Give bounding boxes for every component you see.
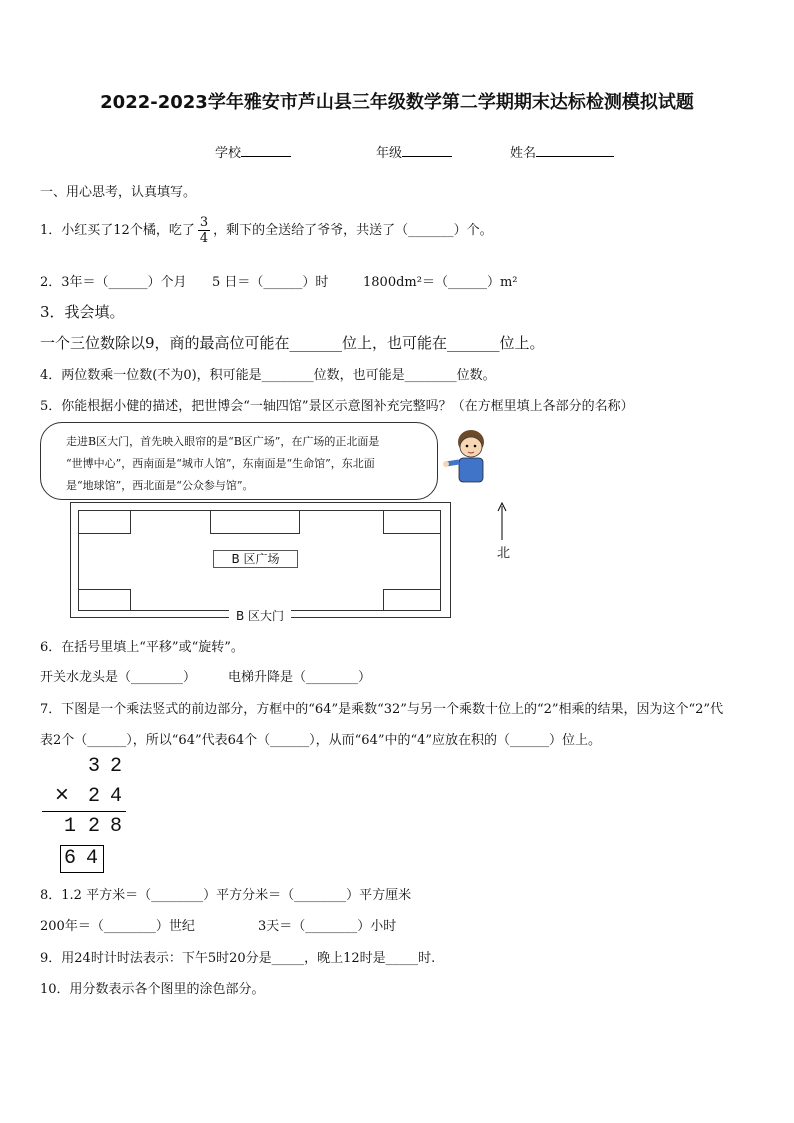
- question-3-text: 一个三位数除以9，商的最高位可能在_______位上，也可能在_______位上。: [40, 334, 545, 352]
- map-box-southwest[interactable]: [78, 589, 131, 611]
- digit: 2: [109, 755, 122, 778]
- q1-text-before: 1．小红买了12个橘，吃了: [40, 223, 195, 238]
- bubble-line: 走进B区大门，首先映入眼帘的是“B区广场”，在广场的正北面是: [66, 435, 380, 448]
- digit: 4: [109, 785, 122, 808]
- digit: 6: [63, 847, 76, 870]
- calc-rule: [42, 811, 126, 812]
- question-2c: 1800dm²＝（______）m²: [363, 275, 518, 290]
- question-1: [40, 215, 493, 246]
- digit: 4: [85, 847, 98, 870]
- boy-illustration: [442, 428, 492, 484]
- question-7-line2: 表2个（______），所以“64”代表64个（______），从而“64”中的“4”应放在积的（______）位上。: [40, 733, 602, 748]
- fraction: [198, 215, 210, 246]
- school-label: 学校: [215, 146, 242, 161]
- fraction-numerator: 3: [199, 215, 209, 230]
- question-3-title: 3．我会填。: [40, 303, 125, 321]
- question-2a: 2．3年＝（______）个月: [40, 275, 187, 290]
- question-9: 9．用24时计时法表示：下午5时20分是_____，晚上12时是_____时.: [40, 951, 436, 966]
- north-label: 北: [497, 546, 511, 561]
- bubble-line: “世博中心”，西南面是“城市人馆”，东南面是“生命馆”，东北面: [66, 457, 375, 470]
- map-box-northwest[interactable]: [78, 510, 131, 534]
- question-6a: 开关水龙头是（________）: [40, 670, 197, 685]
- north-arrow-icon: [497, 502, 507, 540]
- digit: 3: [87, 755, 100, 778]
- map-box-north[interactable]: [210, 510, 300, 534]
- speech-bubble-text: [66, 431, 436, 497]
- q1-text-after: ，剩下的全送给了爷爷，共送了（_______）个。: [213, 223, 493, 238]
- digit: 2: [87, 785, 100, 808]
- grade-label: 年级: [376, 146, 403, 161]
- map-box-northeast[interactable]: [383, 510, 441, 534]
- section-heading: 一、用心思考，认真填写。: [40, 185, 197, 200]
- question-8c: 3天＝（________）小时: [258, 919, 397, 934]
- school-blank[interactable]: [241, 144, 291, 157]
- question-6b: 电梯升降是（________）: [228, 670, 372, 685]
- question-7-line1: 7．下图是一个乘法竖式的前边部分，方框中的“64”是乘数“32”与另一个乘数十位上的“2”相乘的结果，因为这个“2”代: [40, 702, 724, 717]
- map-box-southeast[interactable]: [383, 589, 441, 611]
- question-8b: 200年＝（________）世纪: [40, 919, 195, 934]
- question-4: 4．两位数乘一位数(不为0)，积可能是________位数，也可能是________位数。: [40, 368, 496, 383]
- digit: 1: [63, 815, 76, 838]
- school-field: [215, 142, 291, 161]
- name-blank[interactable]: [536, 144, 614, 157]
- question-2b: 5 日＝（______）时: [212, 275, 329, 290]
- grade-field: [376, 142, 452, 161]
- question-10: 10．用分数表示各个图里的涂色部分。: [40, 982, 265, 997]
- name-label: 姓名: [510, 146, 537, 161]
- digit: 2: [87, 815, 100, 838]
- question-5: 5．你能根据小健的描述，把世博会“一轴四馆”景区示意图补充完整吗？（在方框里填上各部分的名称）: [40, 399, 634, 414]
- map-plaza-label: B 区广场: [213, 550, 298, 568]
- fraction-denominator: 4: [199, 231, 209, 246]
- bubble-line: 是“地球馆”，西北面是“公众参与馆”。: [66, 479, 254, 492]
- map-gate-label: B 区大门: [229, 609, 291, 624]
- digit: 8: [109, 815, 122, 838]
- name-field: [510, 142, 614, 161]
- page-title: 2022-2023学年雅安市芦山县三年级数学第二学期期末达标检测模拟试题: [100, 92, 694, 113]
- multiply-sign: ×: [54, 783, 70, 810]
- question-6: 6．在括号里填上“平移”或“旋转”。: [40, 640, 244, 655]
- question-8a: 8．1.2 平方米＝（________）平方分米＝（________）平方厘米: [40, 888, 412, 903]
- grade-blank[interactable]: [402, 144, 452, 157]
